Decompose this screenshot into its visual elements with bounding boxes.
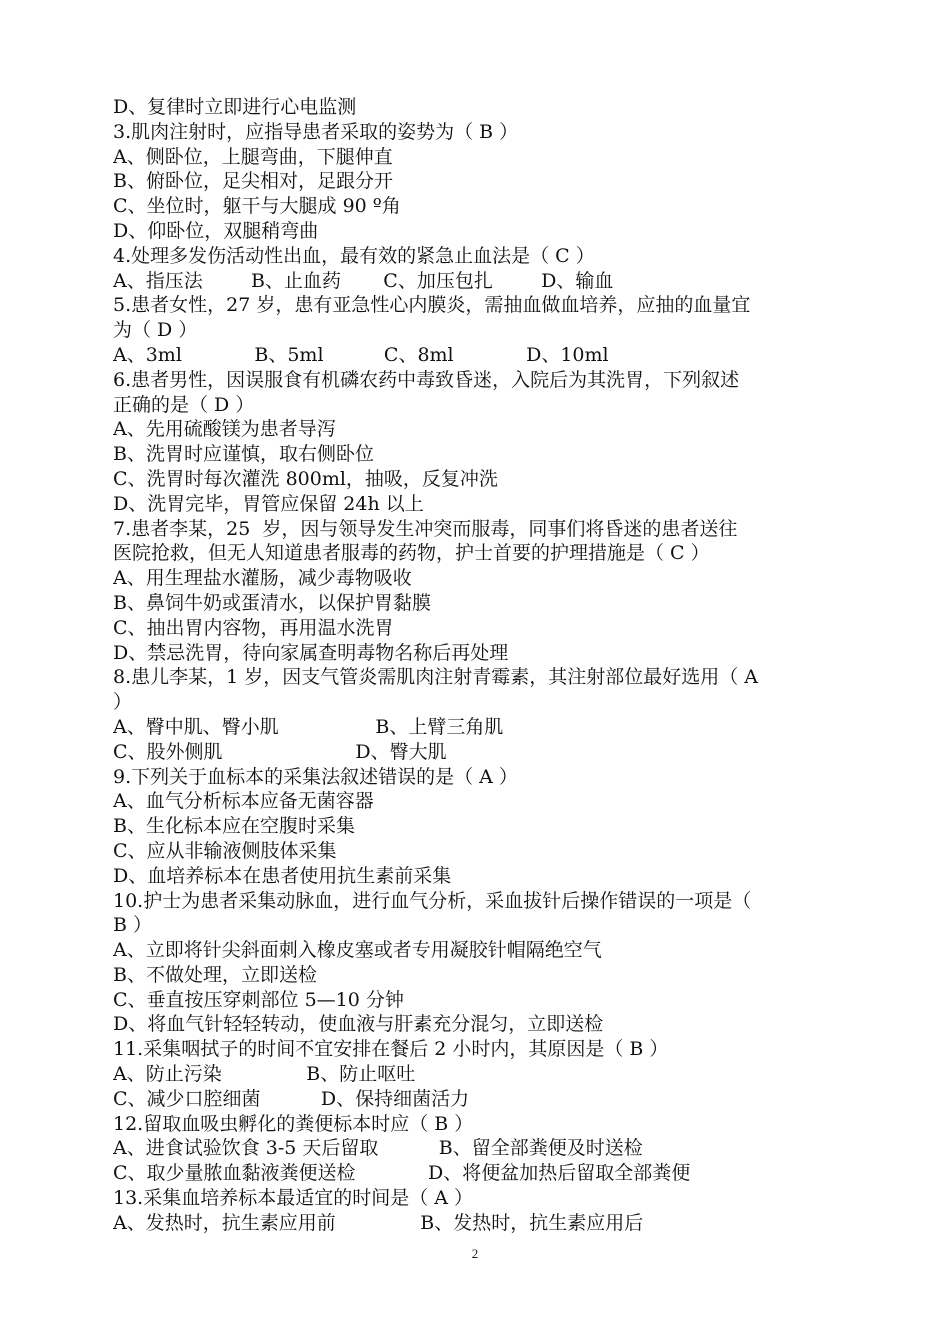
question-4-stem: 4.处理多发伤活动性出血，最有效的紧急止血法是（ C ）: [113, 244, 595, 267]
text-line: A、3ml B、5ml C、8ml D、10ml: [113, 343, 609, 366]
text-line: A、侧卧位，上腿弯曲，下腿伸直: [113, 145, 393, 168]
text-line: B ）: [113, 914, 153, 937]
text-line: A、进食试验饮食 3-5 天后留取 B、留全部粪便及时送检: [113, 1137, 643, 1160]
text-line: A、立即将针尖斜面刺入橡皮塞或者专用凝胶针帽隔绝空气: [113, 939, 602, 962]
text-line: 正确的是（ D ）: [113, 393, 255, 416]
text-line: A、防止污染 B、防止呕吐: [113, 1063, 416, 1086]
text-line: B、鼻饲牛奶或蛋清水，以保护胃黏膜: [113, 591, 431, 614]
question-3-stem: 3.肌肉注射时，应指导患者采取的姿势为（ B ）: [113, 120, 519, 143]
text-line: C、坐位时，躯干与大腿成 90 º角: [113, 195, 401, 218]
text-line: C、应从非输液侧肢体采集: [113, 839, 337, 862]
question-text-block: [113, 95, 853, 1236]
text-line: D、血培养标本在患者使用抗生素前采集: [113, 864, 452, 887]
text-line: A、血气分析标本应备无菌容器: [113, 790, 374, 813]
text-line: B、俯卧位，足尖相对，足跟分开: [113, 170, 393, 193]
text-line: B、生化标本应在空腹时采集: [113, 815, 355, 838]
question-7-stem: 7.患者李某，25 岁，因与领导发生冲突而服毒，同事们将昏迷的患者送往: [113, 517, 738, 540]
question-5-stem: 5.患者女性，27 岁，患有亚急性心内膜炎，需抽血做血培养，应抽的血量宜: [113, 294, 751, 317]
text-line: D、复律时立即进行心电监测: [113, 96, 357, 118]
text-line: A、臀中肌、臀小肌 B、上臂三角肌: [113, 715, 504, 738]
question-11-stem: 11.采集咽拭子的时间不宜安排在餐后 2 小时内，其原因是（ B ）: [113, 1038, 669, 1061]
text-line: D、将血气针轻轻转动，使血液与肝素充分混匀，立即送检: [113, 1013, 604, 1036]
text-line: C、股外侧肌 D、臀大肌: [113, 740, 447, 763]
text-line: A、指压法 B、止血药 C、加压包扎 D、输血: [113, 269, 614, 292]
question-6-stem: 6.患者男性，因误服食有机磷农药中毒致昏迷，入院后为其洗胃，下列叙述: [113, 368, 740, 391]
text-line: C、抽出胃内容物，再用温水洗胃: [113, 616, 394, 639]
text-line: ）: [113, 691, 133, 714]
text-line: A、发热时，抗生素应用前 B、发热时，抗生素应用后: [113, 1211, 644, 1234]
text-line: C、减少口腔细菌 D、保持细菌活力: [113, 1087, 470, 1110]
question-12-stem: 12.留取血吸虫孵化的粪便标本时应（ B ）: [113, 1112, 474, 1135]
text-line: 为（ D ）: [113, 319, 198, 342]
text-line: 医院抢救，但无人知道患者服毒的药物，护士首要的护理措施是（ C ）: [113, 542, 710, 565]
text-line: A、用生理盐水灌肠，减少毒物吸收: [113, 567, 412, 590]
question-9-stem: 9.下列关于血标本的采集法叙述错误的是（ A ）: [113, 765, 518, 788]
text-line: D、洗胃完毕，胃管应保留 24h 以上: [113, 492, 424, 515]
text-line: C、垂直按压穿刺部位 5—10 分钟: [113, 988, 404, 1011]
page-number: 2: [471, 1246, 479, 1261]
question-13-stem: 13.采集血培养标本最适宜的时间是（ A ）: [113, 1187, 474, 1210]
question-10-stem: 10.护士为患者采集动脉血，进行血气分析，采血拔针后操作错误的一项是（: [113, 889, 752, 912]
text-line: C、取少量脓血黏液粪便送检 D、将便盆加热后留取全部粪便: [113, 1162, 691, 1185]
question-8-stem: 8.患儿李某，1 岁，因支气管炎需肌肉注射青霉素，其注射部位最好选用（ A: [113, 666, 759, 689]
text-line: D、仰卧位，双腿稍弯曲: [113, 219, 319, 242]
text-line: B、洗胃时应谨慎，取右侧卧位: [113, 443, 374, 466]
text-line: A、先用硫酸镁为患者导泻: [113, 418, 336, 441]
text-line: D、禁忌洗胃，待向家属查明毒物名称后再处理: [113, 641, 509, 664]
text-line: B、不做处理，立即送检: [113, 963, 317, 986]
text-line: C、洗胃时每次灌洗 800ml，抽吸，反复冲洗: [113, 467, 498, 490]
